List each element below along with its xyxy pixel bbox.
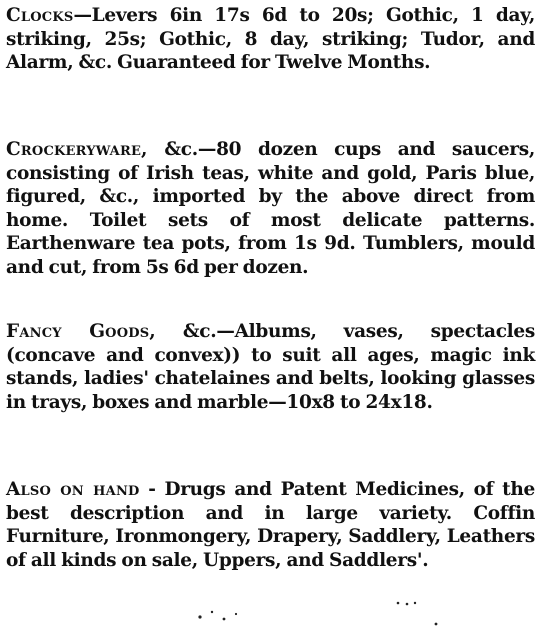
- paragraph-clocks: [6, 4, 535, 75]
- paragraph-body-also-on-hand: - Drugs and Patent Medicines, of the best description and in large variety. Coffin Furniture, Ironmongery, Drapery, Saddlery, Leathers of all kinds on sale, Uppers, and Saddlers'.: [6, 479, 535, 571]
- paragraph-body-crockeryware: &c.—80 dozen cups and saucers, consisting of Irish teas, white and gold, Paris blue, figured, &c., imported by the above direct from home. Toilet sets of most delicate patterns. Earthenware tea pots, from 1s 9d. Tumblers, mould and cut, from 5s 6d per dozen.: [6, 139, 535, 278]
- paragraph-crockeryware: [6, 138, 535, 279]
- paragraph-lead-also-on-hand: Also on hand: [6, 479, 140, 500]
- paragraph-lead-fancy-goods: Fancy Goods,: [6, 321, 156, 342]
- paragraph-lead-clocks: Clocks: [6, 5, 74, 26]
- paragraph-lead-crockeryware: Crockeryware,: [6, 139, 148, 160]
- paragraph-body-fancy-goods: &c.—Albums, vases, spectacles (concave and convex)) to suit all ages, magic ink stands, ladies' chatelaines and belts, looking glasses in trays, boxes and marble—10x8 to 24x18.: [6, 321, 535, 413]
- paragraph-fancy-goods: [6, 320, 535, 414]
- paragraph-body-clocks: —Levers 6in 17s 6d to 20s; Gothic, 1 day, striking, 25s; Gothic, 8 day, striking; Tudor, and Alarm, &c. Guaranteed for Twelve Months.: [6, 5, 535, 73]
- paragraph-also-on-hand: [6, 478, 535, 572]
